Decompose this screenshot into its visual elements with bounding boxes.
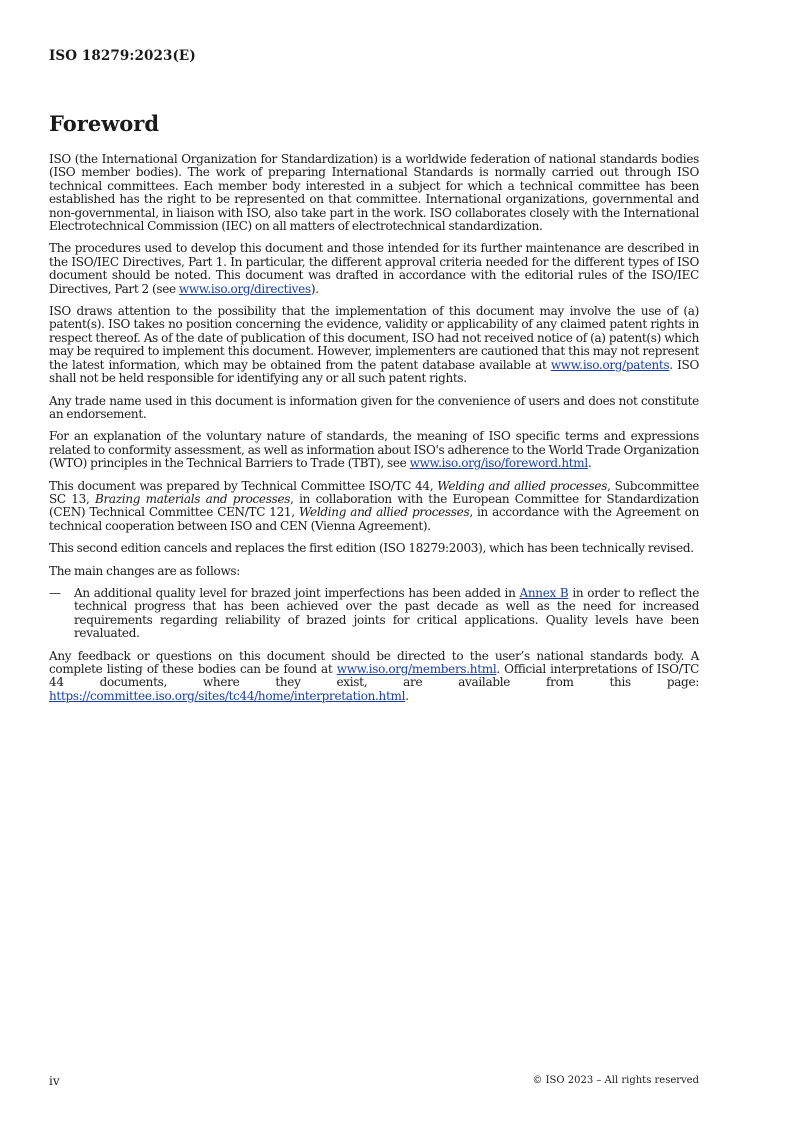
paragraph-iso-intro: ISO (the International Organization for Standardization) is a worldwide federation of national standards bodies (ISO member bodies). The work of preparing International Standards is normally carried out through ISO technical committees. Each member body interested in a subject for which a technical committee has been established has the right to be represented on that committee. International organizations, governmental and non-governmental, in liaison with ISO, also take part in the work. ISO collaborates closely with the International Electrotechnical Commission (IEC) on all matters of electrotechnical standardization. <box>49 152 699 234</box>
annex-b-link[interactable]: Annex B <box>519 585 569 600</box>
patents-link[interactable]: www.iso.org/patents <box>550 357 670 372</box>
paragraph-text: . Official interpretations of ISO/TC 44 documents, where they exist, are available from this page: <box>49 662 699 690</box>
paragraph-feedback <box>49 650 699 704</box>
paragraph-trade-name: Any trade name used in this document is information given for the convenience of users and does not constitute an endorsement. <box>49 393 699 421</box>
committee-title: Welding and allied processes <box>437 478 608 493</box>
paragraph-text: ). <box>310 281 319 296</box>
copyright-notice: © ISO 2023 – All rights reserved <box>532 1075 699 1086</box>
members-link[interactable]: www.iso.org/members.html <box>336 662 497 676</box>
paragraph-edition: This second edition cancels and replaces the first edition (ISO 18279:2003), which has been technically revised. <box>49 541 694 556</box>
paragraph-text: This document was prepared by Technical Committee ISO/TC 44, <box>49 478 438 493</box>
changes-list <box>49 587 699 641</box>
page-number: iv <box>49 1074 60 1088</box>
paragraph-text: . <box>587 456 592 471</box>
paragraph-prepared-by <box>49 480 699 534</box>
directives-link[interactable]: www.iso.org/directives <box>178 281 311 296</box>
paragraph-text: , Subcommittee SC 13, <box>49 478 699 506</box>
list-item-text: An additional quality level for brazed joint imperfections has been added in <box>74 585 520 600</box>
paragraph-text: . <box>405 688 409 703</box>
cen-committee-title: Welding and allied processes <box>298 505 470 520</box>
paragraph-text: ISO draws attention to the possibility that the implementation of this document may involve the use of (a) patent(s). ISO takes no position concerning the evidence, validity or applicability of any claimed patent rights in respect thereof. As of the date of publication of this document, ISO had not received notice of (a) patent(s) which may be required to implement this document. However, implementers are cautioned that this may not represent the latest information, which may be obtained from the patent database available at <box>49 304 699 372</box>
paragraph-text: The procedures used to develop this document and those intended for its further maintenance are described in the ISO/IEC Directives, Part 1. In particular, the different approval criteria needed for the different types of ISO document should be noted. This document was drafted in accordance with the editorial rules of the ISO/IEC Directives, Part 2 (see <box>49 241 699 296</box>
paragraph-text: For an explanation of the voluntary nature of standards, the meaning of ISO specific terms and expressions related to conformity assessment, as well as information about ISO's adherence to the World Trade Organization (WTO) principles in the Technical Barriers to Trade (TBT), see <box>49 429 699 471</box>
paragraph-text: Any feedback or questions on this document should be directed to the user’s national standards body. A complete listing of these bodies can be found at <box>49 648 699 676</box>
foreword-body <box>49 153 699 712</box>
paragraph-text: , in collaboration with the European Committee for Standardization (CEN) Technical Committee CEN/TC 121, <box>49 491 699 520</box>
paragraph-text: , in accordance with the Agreement on technical cooperation between ISO and CEN (Vienna Agreement). <box>49 505 700 533</box>
interpretation-link[interactable]: https://committee.iso.org/sites/tc44/home/interpretation.html <box>49 688 406 703</box>
paragraph-main-changes: The main changes are as follows: <box>49 563 241 578</box>
foreword-link[interactable]: www.iso.org/iso/foreword.html <box>409 456 588 471</box>
paragraph-patents <box>49 305 699 385</box>
paragraph-procedures <box>49 242 699 296</box>
em-dash-bullet: — <box>49 585 61 600</box>
page-title: Foreword <box>49 111 160 136</box>
list-item <box>49 587 699 641</box>
paragraph-text: . ISO shall not be held responsible for identifying any or all such patent rights. <box>49 357 700 386</box>
subcommittee-title: Brazing materials and processes <box>94 491 291 506</box>
paragraph-voluntary-nature <box>49 430 699 470</box>
document-id: ISO 18279:2023(E) <box>49 48 196 64</box>
list-item-text: in order to reflect the technical progress that has been achieved over the past decade as well as the need for increased requirements regarding reliability of brazed joints for critical applications. Quality levels have been revaluated. <box>74 585 699 641</box>
